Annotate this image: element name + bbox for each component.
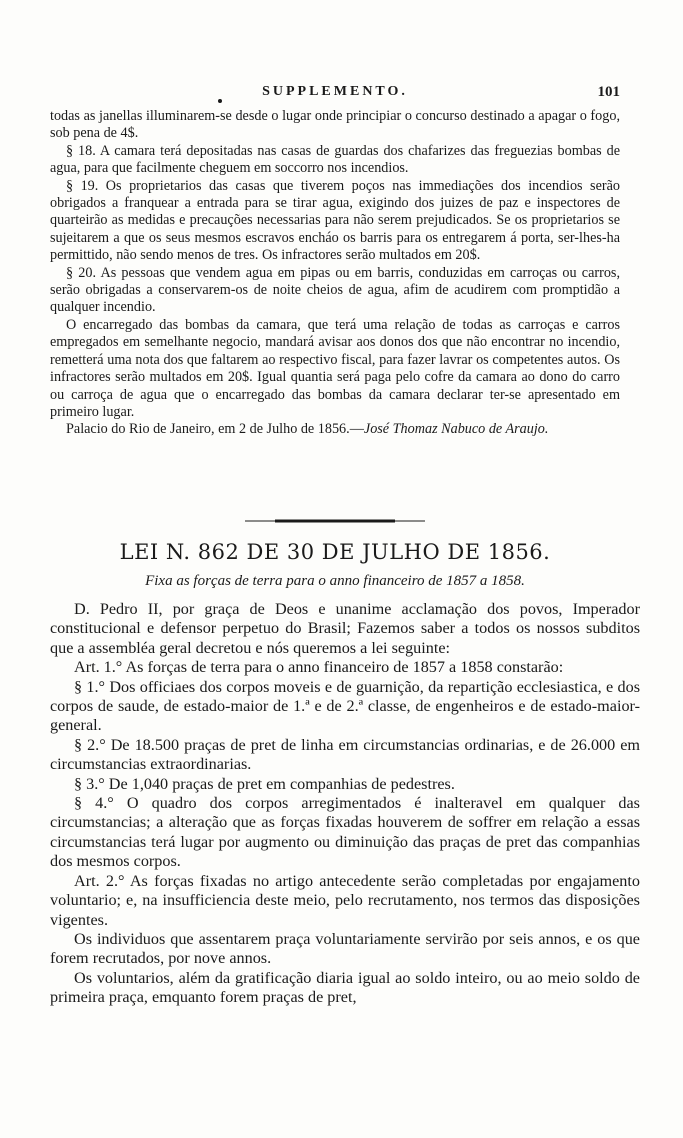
signature: José Thomaz Nabuco de Araujo. bbox=[363, 421, 549, 438]
ornamental-rule bbox=[245, 518, 425, 524]
law-body bbox=[50, 600, 640, 1008]
paragraph: todas as janellas illuminarem-se desde o lugar onde principiar o concurso destinado a apagar o fogo, sob pena de 4$. bbox=[50, 108, 620, 142]
paragraph: Os voluntarios, além da gratificação diaria igual ao soldo inteiro, ou ao meio soldo de primeira praça, emquanto forem praças de pret, bbox=[50, 968, 640, 1007]
ink-dot bbox=[218, 99, 222, 103]
paragraph-section-18: § 18. A camara terá depositadas nas casas de guardas dos chafarizes das freguezias bombas de agua, para que facilmente cheguem em soccorro nos incendios. bbox=[50, 142, 620, 177]
running-header bbox=[50, 84, 620, 104]
paragraph-section-19: § 19. Os proprietarios das casas que tiverem poços nas immediações dos incendios serão obrigados a franquear a entrada para se tirar agua, exigindo dos juizes de paz e inspectores de quarteirão as medidas e precauções necessarias para não serem prejudicados. Se os proprietarios se sujeitarem a que os seus mesmos escravos encháo os barris para os entregarem á porta, ser-lhes-ha permittido, não sendo menos de tres. Os infractores serão multados em 20$. bbox=[50, 177, 620, 264]
article-2: Art. 2.° As forças fixadas no artigo antecedente serão completadas por engajamento voluntario; e, na insufficiencia deste meio, pelo recrutamento, nos termos das disposições vigentes. bbox=[50, 871, 640, 929]
paragraph-section-20: § 20. As pessoas que vendem agua em pipas ou em barris, conduzidas em carroças ou carros, serão obrigadas a conservarem-os de noite cheios de agua, afim de acudirem com promptidão a qualquer incendio. bbox=[50, 264, 620, 316]
paragraph-section-1: § 1.° Dos officiaes dos corpos moveis e de guarnição, da repartição ecclesiastica, e dos corpos de saude, de estado-maior de 1.ª e de 2.ª classe, de engenheiros e de estado-maior-general. bbox=[50, 677, 640, 735]
paragraph-section-2: § 2.° De 18.500 praças de pret de linha em circumstancias ordinarias, e de 26.000 em circumstancias extraordinarias. bbox=[50, 735, 640, 774]
preamble: D. Pedro II, por graça de Deos e unanime acclamação dos povos, Imperador constitucional e defensor perpetuo do Brasil; Fazemos saber a todos os nossos subditos que a assembléa geral decretou e nós queremos a lei seguinte: bbox=[50, 600, 640, 657]
closing-text: Palacio do Rio de Janeiro, em 2 de Julho de 1856.— bbox=[66, 421, 364, 438]
paragraph-section-3: § 3.° De 1,040 praças de pret em companhias de pedestres. bbox=[74, 774, 455, 793]
paragraph: Os individuos que assentarem praça voluntariamente servirão por seis annos, e os que forem recrutados, por nove annos. bbox=[50, 929, 640, 968]
paragraph: O encarregado das bombas da camara, que terá uma relação de todas as carroças e carros empregados em semelhante negocio, mandará avisar aos donos dos que não encontrar no incendio, remetterá uma nota dos que faltarem ao respectivo fiscal, para fazer lavrar os competentes autos. Os infractores serão multados em 20$. Igual quantia será paga pelo cofre da camara ao dono do carro ou carroça de agua que o encarregado das bombas da camara declarar ter-se apresentado em primeiro lugar. bbox=[50, 316, 620, 420]
law-title: LEI N. 862 DE 30 DE JULHO DE 1856. bbox=[119, 540, 551, 564]
running-title: SUPPLEMENTO. bbox=[262, 84, 408, 99]
previous-section bbox=[50, 108, 620, 439]
paragraph-section-4: § 4.° O quadro dos corpos arregimentados é inalteravel em qualquer das circumstancias; a alteração que as forças fixadas houverem de soffrer em relação a essas circumstancias terá lugar por augmento ou diminuição das praças de pret das companhias dos mesmos corpos. bbox=[50, 794, 640, 871]
closing-paragraph bbox=[50, 421, 620, 438]
page-number: 101 bbox=[597, 84, 620, 100]
article-1: Art. 1.° As forças de terra para o anno financeiro de 1857 a 1858 constarão: bbox=[74, 658, 564, 677]
law-subtitle: Fixa as forças de terra para o anno financeiro de 1857 a 1858. bbox=[145, 573, 525, 589]
